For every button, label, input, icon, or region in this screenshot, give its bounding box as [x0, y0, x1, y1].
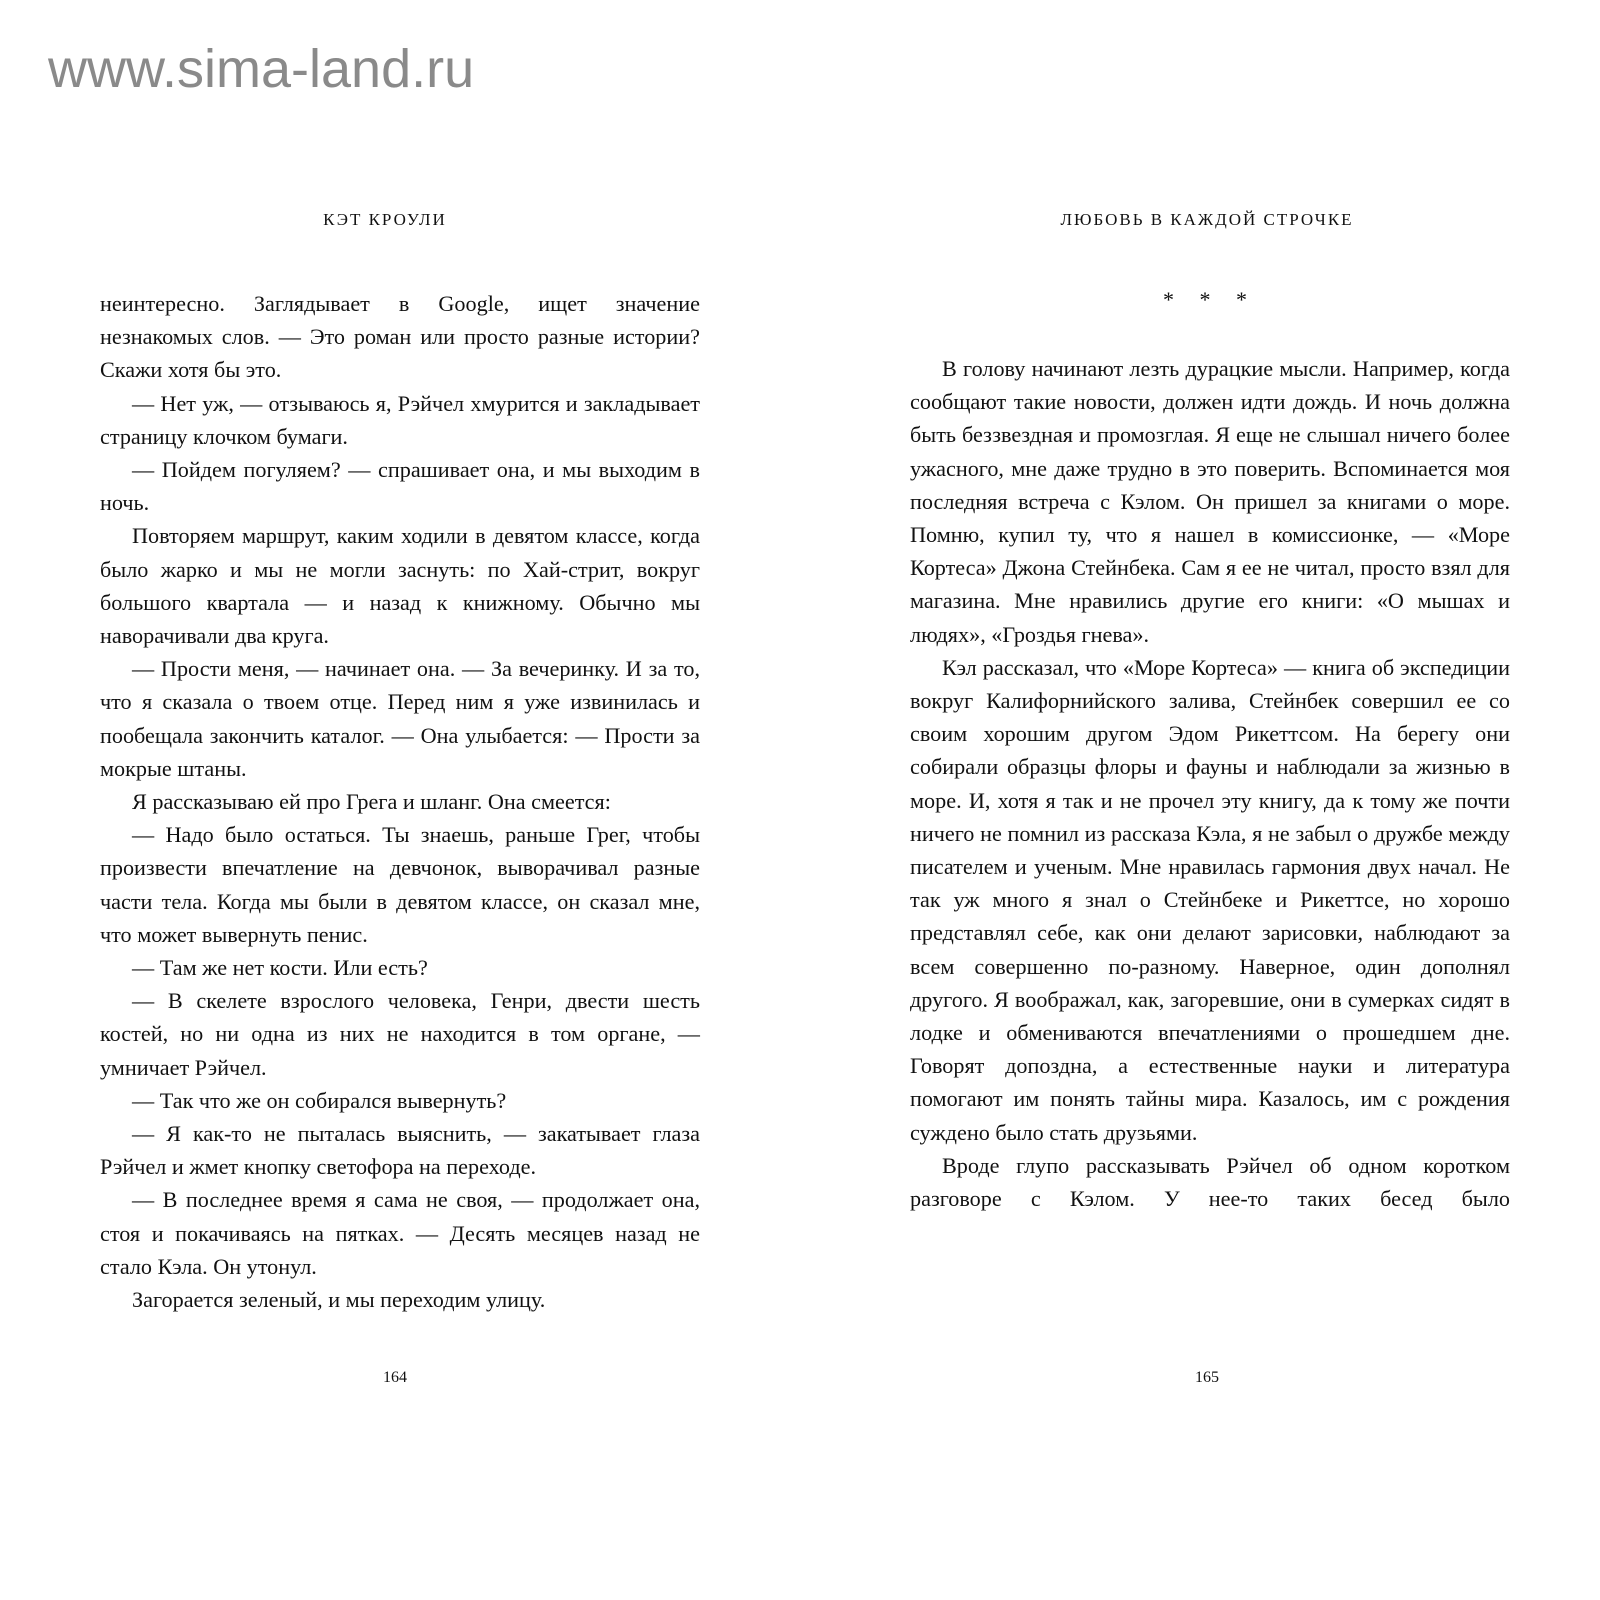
running-head-author: КЭТ КРОУЛИ	[323, 210, 447, 229]
watermark: www.sima-land.ru	[48, 39, 475, 99]
right-page-text	[910, 352, 1510, 1215]
paragraph: — В последнее время я сама не своя, — продолжает она, стоя и покачиваясь на пятках. — Десять месяцев назад не стало Кэла. Он утонул.	[100, 1187, 700, 1279]
paragraph: — Так что же он собирался вывернуть?	[132, 1087, 507, 1113]
scene-break: * * *	[1163, 287, 1257, 312]
left-page	[100, 0, 700, 1600]
paragraph: Повторяем маршрут, каким ходили в девятом классе, когда было жарко и мы не могли заснуть: по Хай-стрит, вокруг большого квартала — и назад к книжному. Обычно мы наворачивали два круга.	[100, 523, 700, 649]
paragraph: — В скелете взрослого человека, Генри, двести шесть костей, но ни одна из них не находится в том органе, — умничает Рэйчел.	[100, 988, 700, 1080]
paragraph: Я рассказываю ей про Грега и шланг. Она смеется:	[132, 789, 611, 815]
page-number: 164	[383, 1369, 407, 1386]
paragraph: — Там же нет кости. Или есть?	[132, 955, 428, 981]
paragraph: Вроде глупо рассказывать Рэйчел об одном коротком разговоре с Кэлом. У нее-то таких бесед было	[910, 1152, 1510, 1212]
right-page	[910, 0, 1510, 1600]
paragraph: Загорается зеленый, и мы переходим улицу.	[132, 1287, 546, 1313]
page-number: 165	[1195, 1369, 1219, 1386]
paragraph: — Пойдем погуляем? — спрашивает она, и мы выходим в ночь.	[100, 457, 700, 516]
paragraph: — Я как-то не пыталась выяснить, — закатывает глаза Рэйчел и жмет кнопку светофора на переходе.	[100, 1121, 700, 1180]
running-head-title: ЛЮБОВЬ В КАЖДОЙ СТРОЧКЕ	[1060, 210, 1354, 229]
paragraph: — Нет уж, — отзываюсь я, Рэйчел хмурится и закладывает страницу клочком бумаги.	[100, 390, 700, 449]
paragraph: — Прости меня, — начинает она. — За вечеринку. И за то, что я сказала о твоем отце. Перед ним я уже извинилась и пообещала закончить каталог. — Она улыбается: — Прости за мокрые штаны.	[100, 656, 700, 781]
left-page-text	[100, 287, 700, 1316]
paragraph: — Надо было остаться. Ты знаешь, раньше Грег, чтобы произвести впечатление на девчонок, выворачивал разные части тела. Когда мы были в девятом классе, он сказал мне, что может вывернуть пенис.	[100, 822, 700, 947]
paragraph: В голову начинают лезть дурацкие мысли. Например, когда сообщают такие новости, должен идти дождь. И ночь должна быть беззвездная и промозглая. Я еще не слышал ничего более ужасного, мне даже трудно в это поверить. Вспоминается моя последняя встреча с Кэлом. Он пришел за книгами о море. Помню, купил ту, что я нашел в комиссионке, — «Море Кортеса» Джона Стейнбека. Сам я ее не читал, просто взял для магазина. Мне нравились другие его книги: «О мышах и людях», «Гроздья гнева».	[910, 356, 1510, 647]
paragraph: неинтересно. Заглядывает в Google, ищет значение незнакомых слов. — Это роман или просто разные истории? Скажи хотя бы это.	[100, 291, 700, 383]
paragraph: Кэл рассказал, что «Море Кортеса» — книга об экспедиции вокруг Калифорнийского залива, Стейнбек совершил ее со своим хорошим другом Эдом Рикеттсом. На берегу они собирали образцы флоры и фауны и наблюдали за жизнью в море. И, хотя я так и не прочел эту книгу, да к тому же почти ничего не помнил из рассказа Кэла, я не забыл о дружбе между писателем и ученым. Мне нравилась гармония двух начал. Не так уж много я знал о Стейнбеке и Рикеттсе, но хорошо представлял себе, как они делают зарисовки, наблюдают за всем совершенно по-разному. Наверное, один дополнял другого. Я воображал, как, загоревшие, они в сумерках сидят в лодке и обмениваются впечатлениями о прошедшем дне. Говорят допоздна, а естественные науки и литература помогают им понять тайны мира. Казалось, им с рождения суждено было стать друзьями.	[910, 654, 1510, 1145]
